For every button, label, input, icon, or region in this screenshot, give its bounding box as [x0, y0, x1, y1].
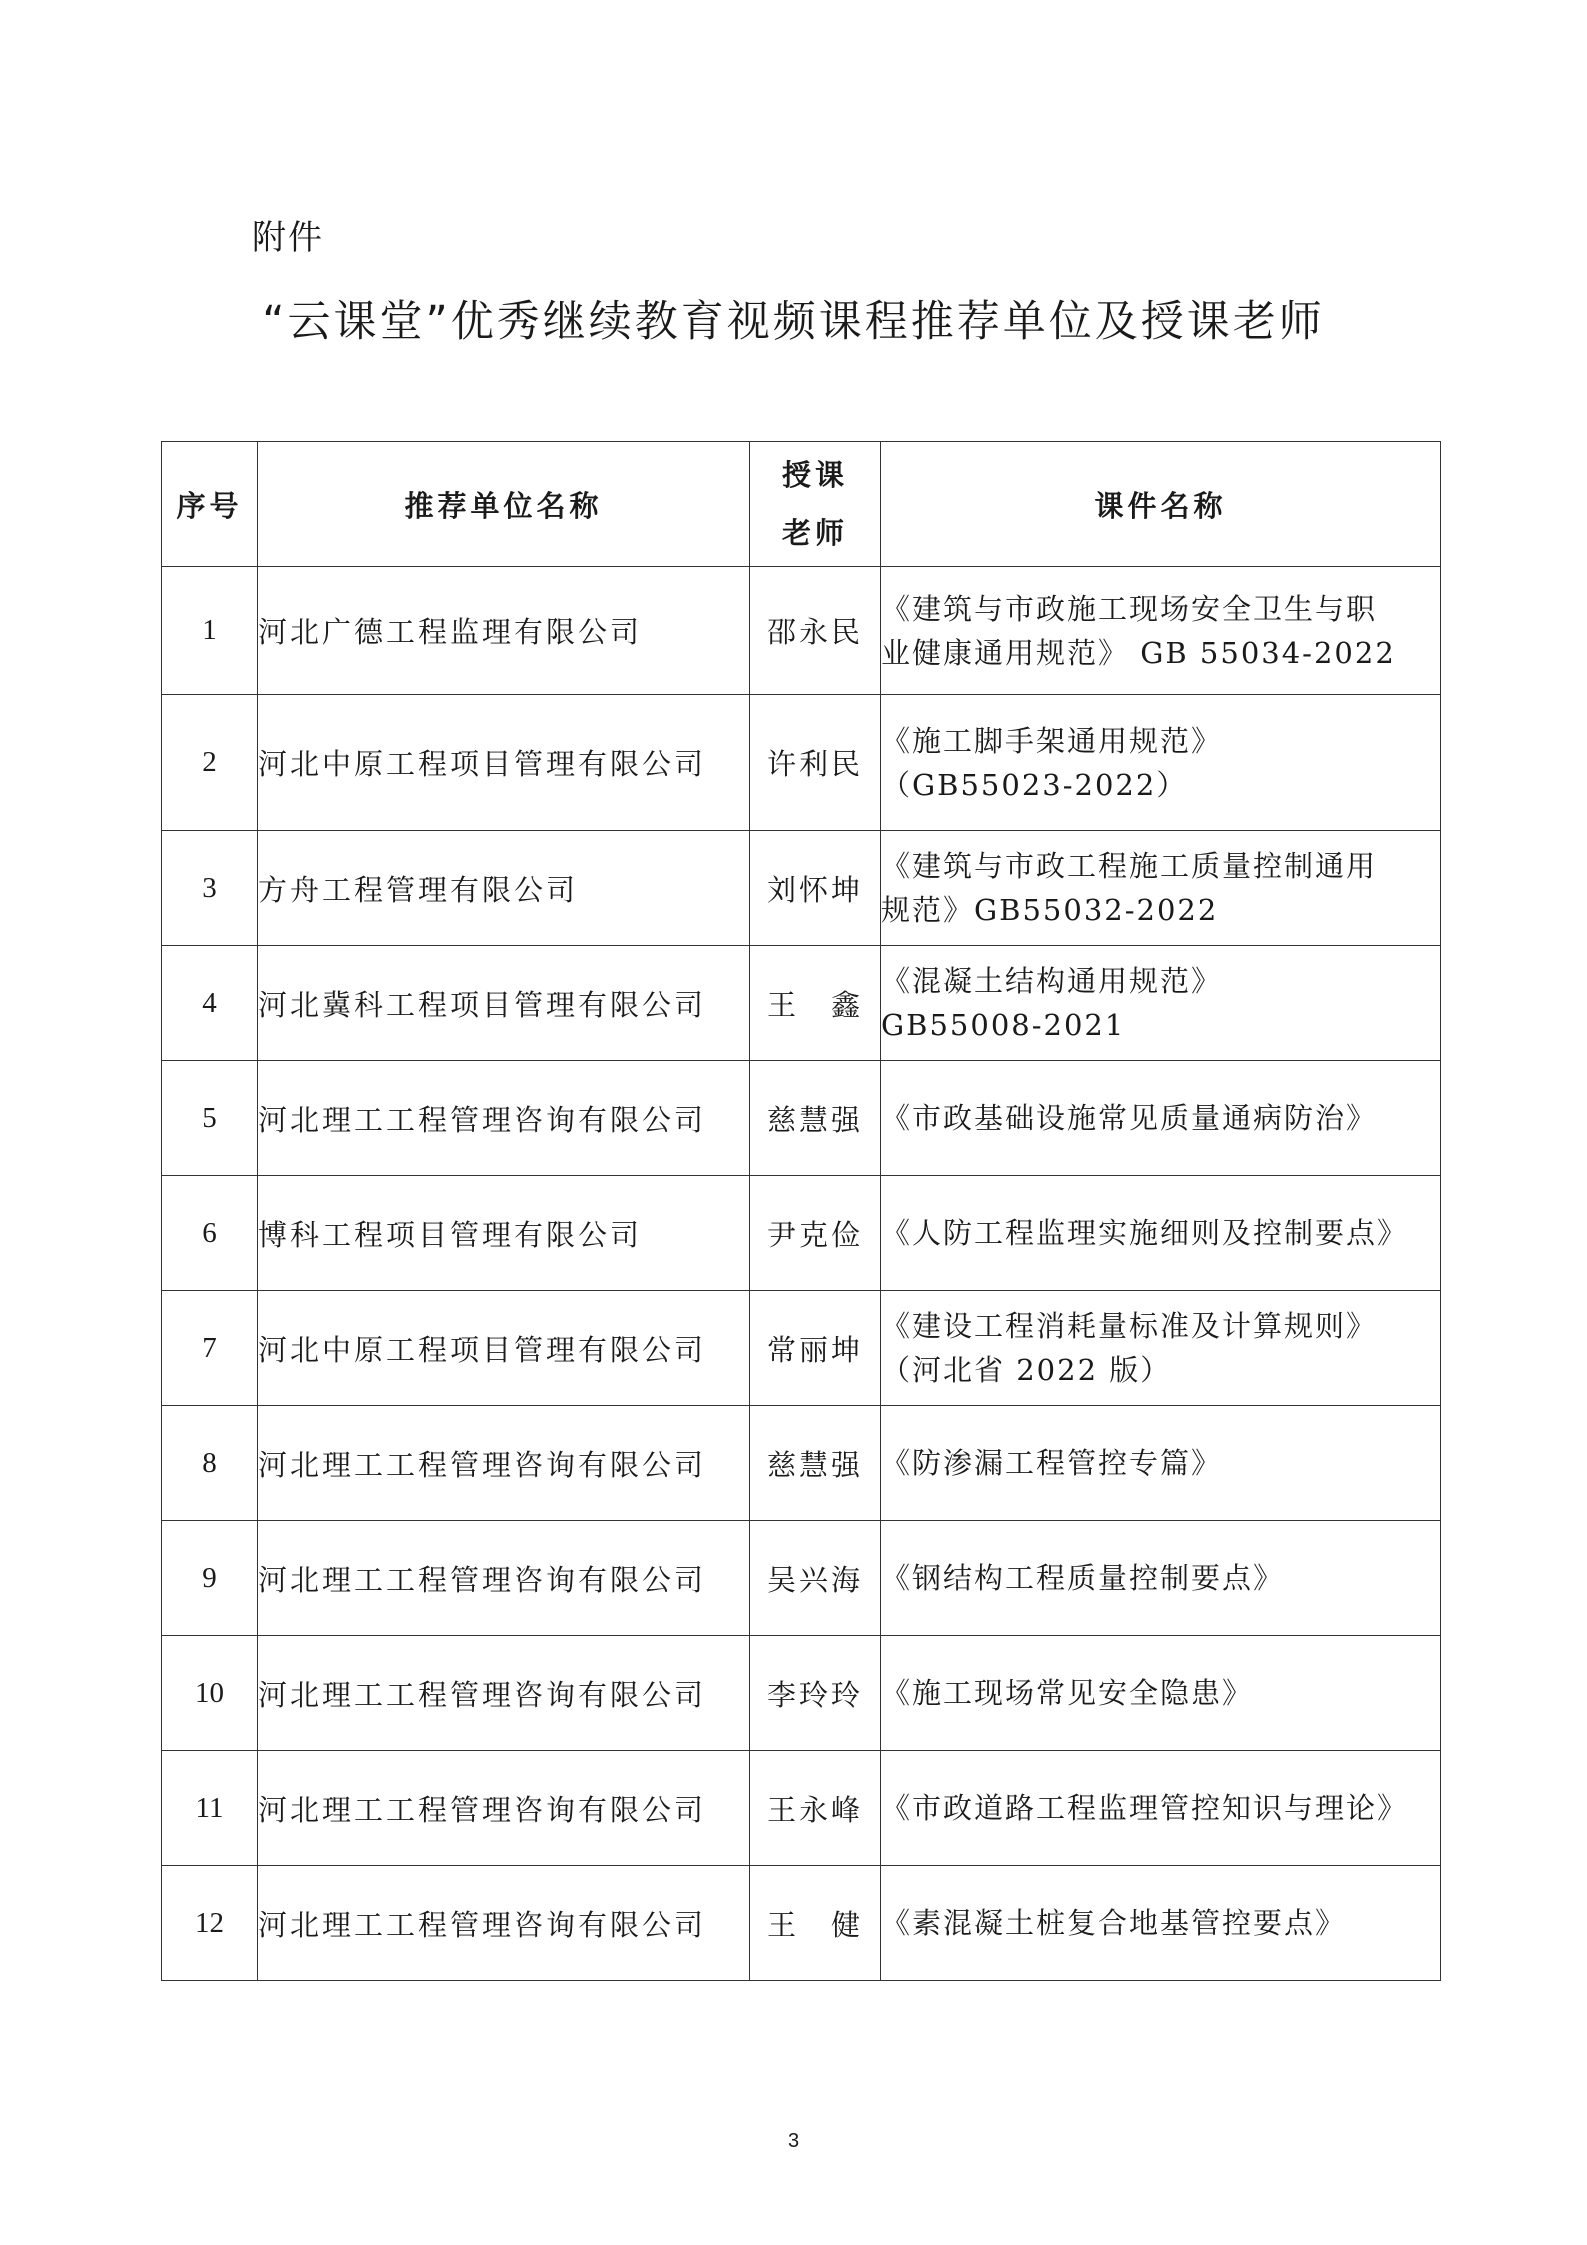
cell-unit: 博科工程项目管理有限公司 [258, 1176, 750, 1291]
course-line-1: 《建设工程消耗量标准及计算规则》 [881, 1309, 1378, 1343]
course-line-1: 《钢结构工程质量控制要点》 [881, 1561, 1285, 1595]
cell-unit: 河北理工工程管理咨询有限公司 [258, 1061, 750, 1176]
course-line-1: 《混凝土结构通用规范》 [881, 964, 1223, 998]
table-row [162, 1866, 1441, 1981]
cell-teacher: 李玲玲 [750, 1636, 881, 1751]
table-row [162, 1406, 1441, 1521]
cell-course [881, 946, 1441, 1061]
cell-no: 6 [162, 1176, 258, 1291]
cell-course [881, 1291, 1441, 1406]
header-no: 序号 [162, 442, 258, 567]
cell-unit: 河北中原工程项目管理有限公司 [258, 1291, 750, 1406]
header-course: 课件名称 [881, 442, 1441, 567]
course-line-1: 《素混凝土桩复合地基管控要点》 [881, 1906, 1347, 1940]
cell-course [881, 1751, 1441, 1866]
table-row [162, 695, 1441, 831]
cell-course [881, 1406, 1441, 1521]
course-line-2: 业健康通用规范》 GB 55034-2022 [881, 635, 1396, 670]
cell-teacher: 王永峰 [750, 1751, 881, 1866]
cell-teacher: 王 健 [750, 1866, 881, 1981]
cell-unit: 河北理工工程管理咨询有限公司 [258, 1866, 750, 1981]
cell-no: 12 [162, 1866, 258, 1981]
cell-no: 4 [162, 946, 258, 1061]
header-unit: 推荐单位名称 [258, 442, 750, 567]
course-line-1: 《市政道路工程监理管控知识与理论》 [881, 1791, 1409, 1825]
cell-unit: 河北理工工程管理咨询有限公司 [258, 1406, 750, 1521]
table-row [162, 1291, 1441, 1406]
cell-teacher: 许利民 [750, 695, 881, 831]
cell-unit: 河北冀科工程项目管理有限公司 [258, 946, 750, 1061]
cell-course [881, 1521, 1441, 1636]
course-line-2: 规范》GB55032-2022 [881, 893, 1219, 927]
cell-no: 1 [162, 567, 258, 695]
cell-teacher: 刘怀坤 [750, 831, 881, 946]
cell-course [881, 567, 1441, 695]
cell-unit: 河北中原工程项目管理有限公司 [258, 695, 750, 831]
course-line-2: （河北省 2022 版） [881, 1353, 1172, 1387]
course-line-1: 《建筑与市政工程施工质量控制通用 [881, 849, 1378, 883]
cell-no: 11 [162, 1751, 258, 1866]
course-line-1: 《市政基础设施常见质量通病防治》 [881, 1101, 1378, 1135]
table-header-row [162, 442, 1441, 567]
cell-course [881, 831, 1441, 946]
table-row [162, 1061, 1441, 1176]
cell-course [881, 1636, 1441, 1751]
cell-no: 8 [162, 1406, 258, 1521]
table-row [162, 1751, 1441, 1866]
table-row [162, 567, 1441, 695]
cell-teacher: 慈慧强 [750, 1406, 881, 1521]
course-line-2: （GB55023-2022） [881, 767, 1188, 802]
cell-no: 7 [162, 1291, 258, 1406]
table-row [162, 946, 1441, 1061]
cell-teacher: 吴兴海 [750, 1521, 881, 1636]
cell-teacher: 王 鑫 [750, 946, 881, 1061]
table-row [162, 1176, 1441, 1291]
table-row [162, 1521, 1441, 1636]
attachment-label: 附件 [252, 218, 324, 258]
cell-no: 10 [162, 1636, 258, 1751]
header-teacher-line1: 授课 [781, 458, 848, 492]
cell-teacher: 常丽坤 [750, 1291, 881, 1406]
cell-no: 9 [162, 1521, 258, 1636]
cell-teacher: 尹克俭 [750, 1176, 881, 1291]
cell-teacher: 慈慧强 [750, 1061, 881, 1176]
table-row [162, 1636, 1441, 1751]
cell-no: 5 [162, 1061, 258, 1176]
cell-course [881, 1176, 1441, 1291]
cell-course [881, 695, 1441, 831]
cell-unit: 河北广德工程监理有限公司 [258, 567, 750, 695]
course-line-1: 《施工脚手架通用规范》 [881, 723, 1223, 758]
document-title: “云课堂”优秀继续教育视频课程推荐单位及授课老师 [262, 297, 1325, 347]
cell-unit: 河北理工工程管理咨询有限公司 [258, 1521, 750, 1636]
table-row [162, 831, 1441, 946]
header-teacher [750, 442, 881, 567]
course-line-1: 《建筑与市政施工现场安全卫生与职 [881, 591, 1378, 626]
cell-course [881, 1866, 1441, 1981]
course-line-1: 《防渗漏工程管控专篇》 [881, 1446, 1223, 1480]
cell-unit: 方舟工程管理有限公司 [258, 831, 750, 946]
cell-course [881, 1061, 1441, 1176]
course-line-2: GB55008-2021 [881, 1008, 1126, 1042]
cell-no: 2 [162, 695, 258, 831]
course-line-1: 《施工现场常见安全隐患》 [881, 1676, 1254, 1710]
cell-unit: 河北理工工程管理咨询有限公司 [258, 1751, 750, 1866]
cell-unit: 河北理工工程管理咨询有限公司 [258, 1636, 750, 1751]
header-teacher-line2: 老师 [781, 516, 848, 550]
cell-teacher: 邵永民 [750, 567, 881, 695]
course-table [161, 441, 1441, 1981]
cell-no: 3 [162, 831, 258, 946]
page-number: 3 [787, 2130, 800, 2152]
course-line-1: 《人防工程监理实施细则及控制要点》 [881, 1216, 1409, 1250]
